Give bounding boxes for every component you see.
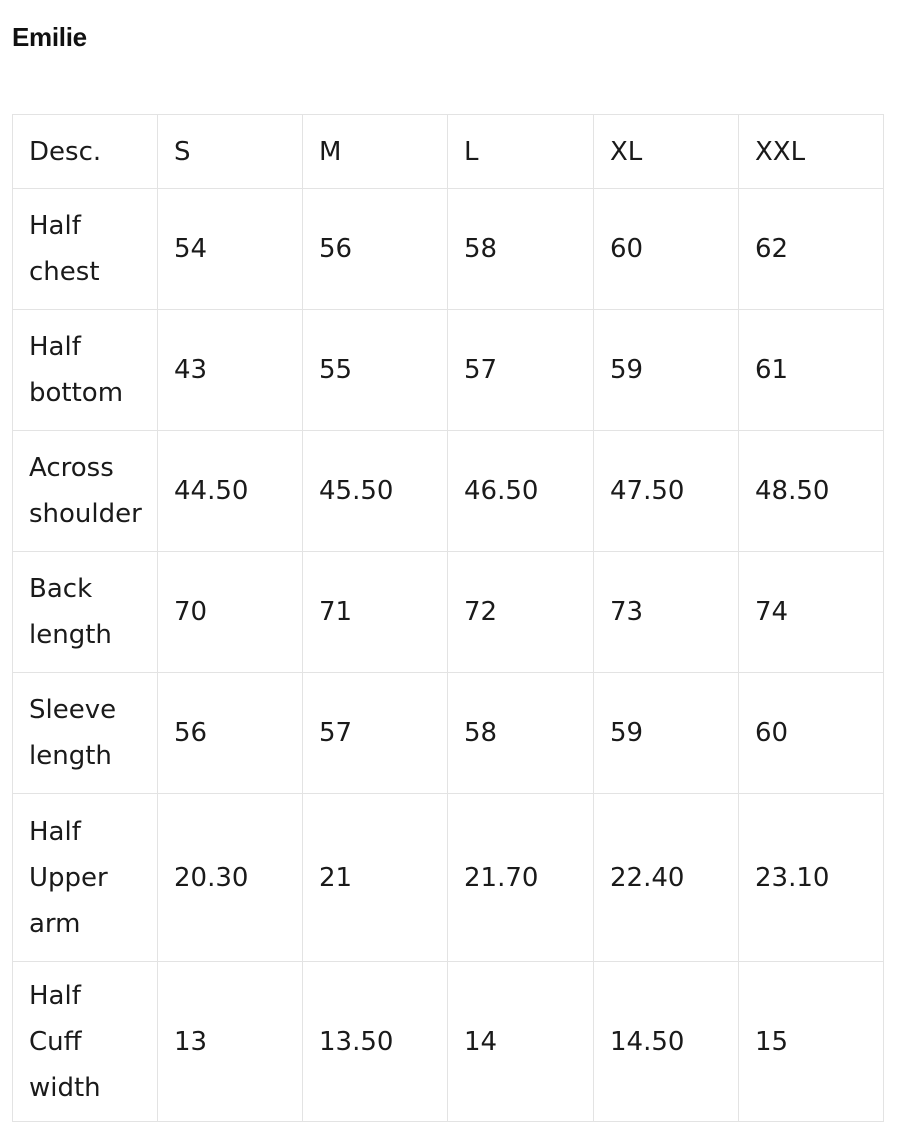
value-cell: 48.50 (739, 431, 884, 552)
desc-line: shoulder (29, 499, 142, 529)
table-row (13, 552, 884, 673)
value-cell: 55 (303, 310, 448, 431)
desc-line: length (29, 741, 112, 771)
value-cell: 14.50 (594, 962, 739, 1122)
value-cell: 43 (158, 310, 303, 431)
value-cell: 60 (739, 673, 884, 794)
desc-cell (13, 189, 158, 310)
value-cell: 22.40 (594, 794, 739, 962)
desc-line: Across (29, 453, 114, 483)
desc-cell (13, 431, 158, 552)
value-cell: 58 (448, 673, 594, 794)
value-cell: 13 (158, 962, 303, 1122)
value-cell: 14 (448, 962, 594, 1122)
value-cell: 13.50 (303, 962, 448, 1122)
value-cell: 46.50 (448, 431, 594, 552)
desc-line: bottom (29, 378, 124, 408)
table-row (13, 431, 884, 552)
value-cell: 74 (739, 552, 884, 673)
desc-line: Half (29, 980, 81, 1011)
value-cell: 58 (448, 189, 594, 310)
header-cell: M (303, 115, 448, 189)
table-header-row (13, 115, 884, 189)
table-row (13, 310, 884, 431)
value-cell: 44.50 (158, 431, 303, 552)
desc-line: Upper (29, 862, 108, 893)
desc-line: Half (29, 211, 81, 241)
header-cell: S (158, 115, 303, 189)
desc-line: chest (29, 257, 100, 287)
value-cell: 59 (594, 673, 739, 794)
desc-cell (13, 962, 158, 1122)
table-row (13, 673, 884, 794)
header-cell: XL (594, 115, 739, 189)
table-row (13, 794, 884, 962)
value-cell: 45.50 (303, 431, 448, 552)
value-cell: 59 (594, 310, 739, 431)
header-cell: Desc. (13, 115, 158, 189)
value-cell: 62 (739, 189, 884, 310)
value-cell: 70 (158, 552, 303, 673)
value-cell: 21 (303, 794, 448, 962)
value-cell: 61 (739, 310, 884, 431)
value-cell: 47.50 (594, 431, 739, 552)
desc-line: arm (29, 908, 81, 939)
value-cell: 57 (303, 673, 448, 794)
desc-line: width (29, 1072, 101, 1103)
desc-line: Back (29, 574, 93, 604)
desc-line: Cuff (29, 1026, 82, 1057)
size-chart-table (12, 114, 884, 1122)
value-cell: 71 (303, 552, 448, 673)
value-cell: 57 (448, 310, 594, 431)
header-cell: XXL (739, 115, 884, 189)
value-cell: 56 (158, 673, 303, 794)
value-cell: 15 (739, 962, 884, 1122)
value-cell: 72 (448, 552, 594, 673)
value-cell: 23.10 (739, 794, 884, 962)
value-cell: 54 (158, 189, 303, 310)
desc-cell (13, 310, 158, 431)
desc-cell (13, 552, 158, 673)
value-cell: 21.70 (448, 794, 594, 962)
table-row (13, 962, 884, 1122)
desc-cell (13, 673, 158, 794)
header-cell: L (448, 115, 594, 189)
value-cell: 73 (594, 552, 739, 673)
desc-cell (13, 794, 158, 962)
desc-line: Half (29, 332, 81, 362)
value-cell: 20.30 (158, 794, 303, 962)
table-row (13, 189, 884, 310)
desc-line: length (29, 620, 112, 650)
value-cell: 60 (594, 189, 739, 310)
page-title: Emilie (12, 22, 87, 52)
desc-line: Sleeve (29, 695, 117, 725)
desc-line: Half (29, 816, 81, 847)
value-cell: 56 (303, 189, 448, 310)
